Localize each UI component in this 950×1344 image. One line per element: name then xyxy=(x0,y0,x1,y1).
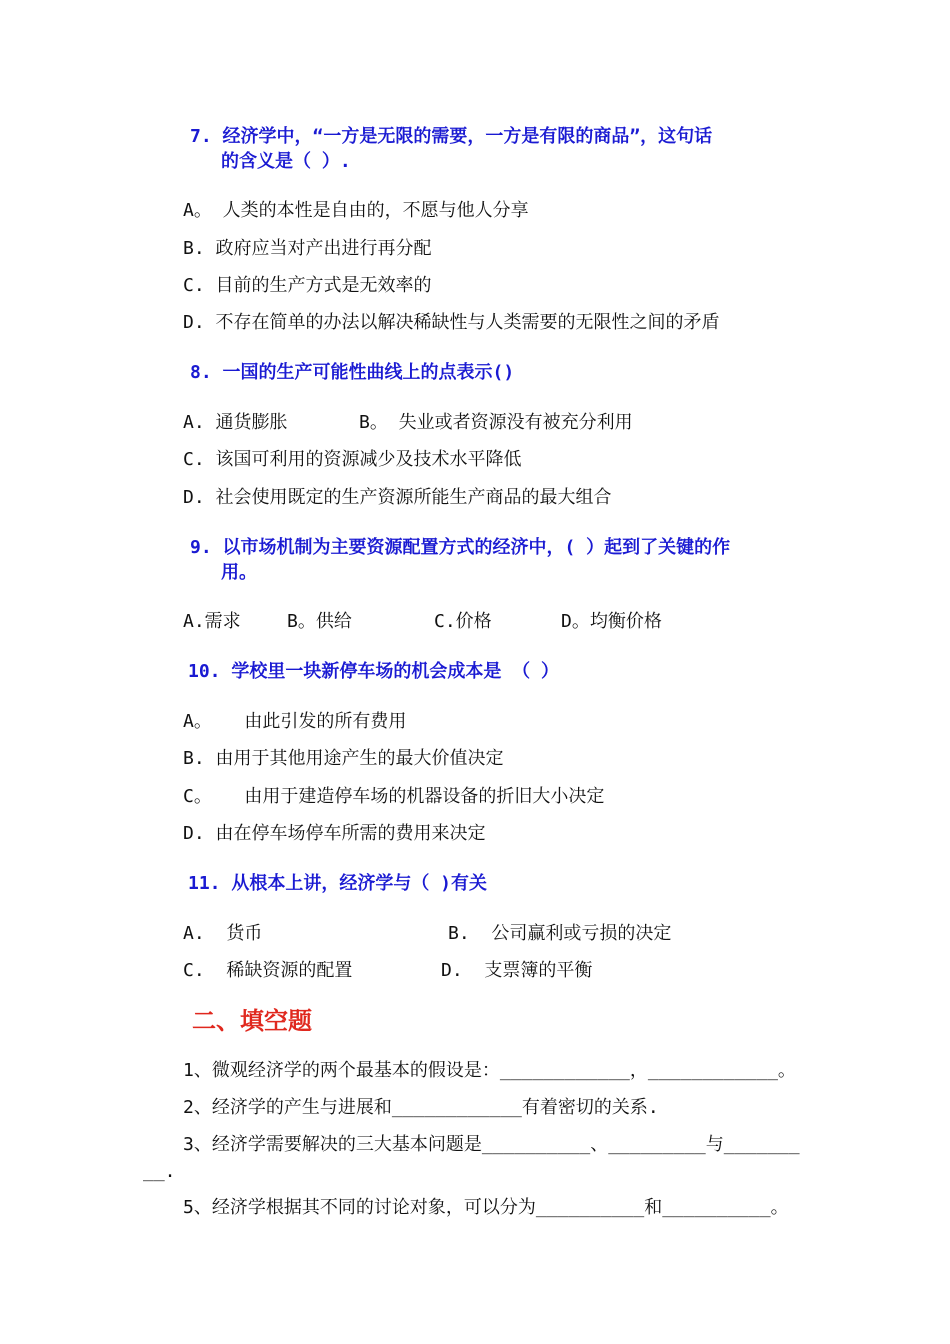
question-10-option-d: D. 由在停车场停车所需的费用来决定 xyxy=(183,823,486,844)
question-9-stem-line2: 用。 xyxy=(221,562,257,583)
question-8-option-c: C. 该国可利用的资源减少及技术水平降低 xyxy=(183,449,522,470)
question-8-option-d: D. 社会使用既定的生产资源所能生产商品的最大组合 xyxy=(183,487,612,508)
question-7-stem-line1: 7. 经济学中，“一方是无限的需要，一方是有限的商品”，这句话 xyxy=(190,126,713,147)
fill-blank-2: 2、经济学的产生与进展和____________有着密切的关系. xyxy=(183,1097,659,1118)
question-10-option-b: B. 由用于其他用途产生的最大价值决定 xyxy=(183,748,504,769)
question-11-option-a: A. 货币 xyxy=(183,923,263,944)
question-11-stem: 11. 从根本上讲，经济学与（ )有关 xyxy=(188,873,488,894)
fill-blank-1: 1、微观经济学的两个最基本的假设是：____________，____________。 xyxy=(183,1060,796,1081)
question-7-option-b: B. 政府应当对产出进行再分配 xyxy=(183,238,432,259)
question-10-option-a: A。 由此引发的所有费用 xyxy=(183,711,407,732)
question-9-option-d: D。均衡价格 xyxy=(561,611,662,632)
question-7-stem-line2: 的含义是（ ）. xyxy=(221,151,351,172)
question-10-stem: 10. 学校里一块新停车场的机会成本是 （ ） xyxy=(188,661,560,682)
question-7-option-c: C. 目前的生产方式是无效率的 xyxy=(183,275,432,296)
question-9-option-b: B。供给 xyxy=(287,611,352,632)
question-11-option-d: D. 支票簿的平衡 xyxy=(441,960,593,981)
question-11-option-b: B. 公司赢利或亏损的决定 xyxy=(448,923,672,944)
fill-blank-3-continued: __. xyxy=(143,1161,176,1182)
question-7-option-a: A。 人类的本性是自由的，不愿与他人分享 xyxy=(183,200,529,221)
question-7-option-d: D. 不存在简单的办法以解决稀缺性与人类需要的无限性之间的矛盾 xyxy=(183,312,720,333)
fill-blank-3: 3、经济学需要解决的三大基本问题是__________、_________与_______ xyxy=(183,1134,800,1155)
question-9-option-c: C.价格 xyxy=(434,611,492,632)
question-9-option-a: A.需求 xyxy=(183,611,241,632)
question-9-stem-line1: 9. 以市场机制为主要资源配置方式的经济中，( ）起到了关键的作 xyxy=(190,537,731,558)
question-8-option-b: B。 失业或者资源没有被充分利用 xyxy=(359,412,633,433)
question-8-option-a: A. 通货膨胀 xyxy=(183,412,288,433)
fill-blank-5: 5、经济学根据其不同的讨论对象，可以分为__________和__________。 xyxy=(183,1197,789,1218)
question-10-option-c: C。 由用于建造停车场的机器设备的折旧大小决定 xyxy=(183,786,605,807)
question-11-option-c: C. 稀缺资源的配置 xyxy=(183,960,353,981)
question-8-stem: 8. 一国的生产可能性曲线上的点表示() xyxy=(190,362,515,383)
section-title-fill-blanks: 二、填空题 xyxy=(192,1007,312,1035)
